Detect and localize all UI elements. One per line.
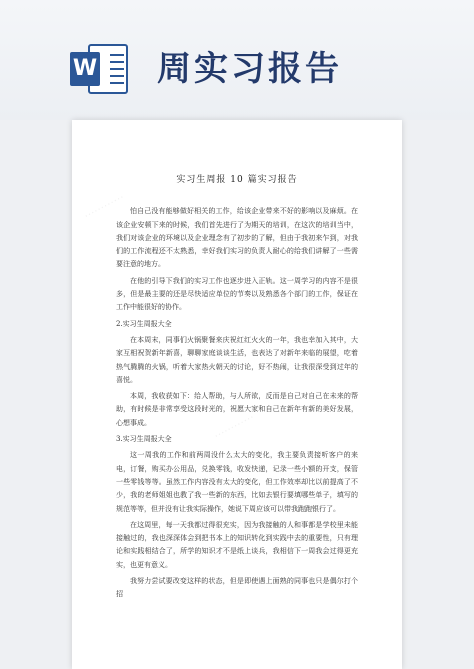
logo-line	[110, 75, 124, 77]
document-page	[72, 120, 402, 669]
paragraph: 在这周里，每一天我都过得很充实，因为我接触的人和事都是学校里未能接触过的，我也深深体会到把书本上的知识转化到实践中去的重要性，只有理论和实践相结合了，所学的知识才不是纸上谈兵，我相信下一周我会过得更充实，也更有意义。	[116, 520, 358, 569]
word-logo-letter: W	[70, 52, 100, 86]
logo-line	[110, 68, 124, 70]
paragraph: 在本周末，同事们火锅聚餐来庆祝红红火火的一年，我也幸加入其中，大家互相祝贺新年新喜，聊聊家庭谈谈生活，也表达了对新年来临的展望，吃着热气腾腾的火锅，听着大家热火朝天的讨论，好不热闹，让我很深受到过年的喜悦。	[116, 335, 358, 384]
watermark: ⋯⋯⋯⋯	[211, 410, 257, 443]
watermark: ⋯⋯⋯⋯	[81, 190, 127, 223]
logo-line	[110, 61, 124, 63]
section-heading: 2.实习生周报大全	[116, 319, 172, 328]
document-title: 实习生周报 10 篇实习报告	[176, 175, 298, 185]
logo-line	[110, 54, 124, 56]
document-body	[116, 174, 358, 605]
paragraph: 在他的引导下我们的实习工作也逐步进入正轨。这一周学习的内容不是很多，但是最主要的还是尽快适应单位的节奏以及熟悉各个部门的工作，保证在工作中能很好的协作。	[116, 276, 358, 312]
paragraph: 我努力尝试要改变这样的状态，但是即使遇上面熟的同事也只是偶尔打个招	[116, 577, 358, 599]
word-document-icon	[70, 42, 130, 96]
paragraph: 本周，我收获如下：给人帮助，与人所欲，反而是自己对自己在未来的帮助，有时候是非常享受这段时光的，祝愿大家和自己在新年有新的美好发展，心想事成。	[116, 392, 358, 427]
paragraph: 这一周我的工作和前两周没什么太大的变化，我主要负责接听客户的来电，订餐，购买办公用品，兑换零钱，收发快递，记录一些小额的开支，保管一些零钱等等。虽然工作内容没有太大的变化，但工作效率却比以前提高了不少，我的老师姐姐也教了我一些新的东西，比如去银行要填哪些单子，填写的规范等等，但并没有让我实际操作，她说下周应该可以带我跑跑银行了。	[116, 451, 358, 513]
section-heading: 3.实习生周报大全	[116, 435, 172, 444]
banner	[0, 0, 474, 120]
banner-title: 周实习报告	[157, 49, 342, 89]
paragraph: 怕自己没有能够做好相关的工作，给该企业带来不好的影响以及麻烦。在该企业安顿下来的时候，我们首先进行了为期天的培训，在这次的培训当中，我们对该企业的环境以及企业理念有了初步的了解，但由于我初来乍到，对我们的工作流程还不太熟悉，幸好我们实习的负责人耐心的给我们讲解了一些需要注意的地方。	[116, 207, 358, 269]
logo-line	[110, 82, 124, 84]
document-content	[116, 205, 358, 601]
